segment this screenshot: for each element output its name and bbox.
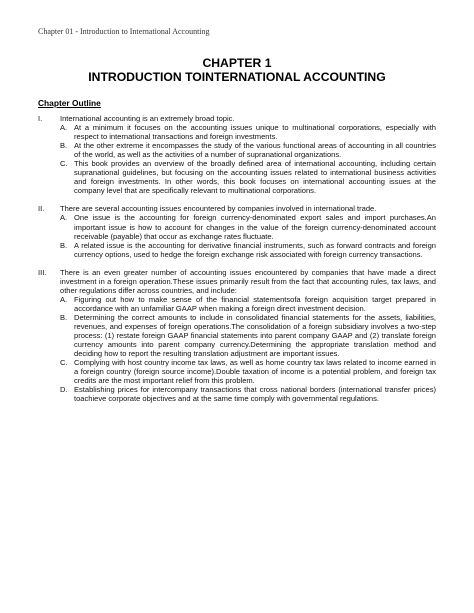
item-text: Establishing prices for intercompany transactions that cross national borders (international transfer prices) toachieve corporate objectives and at the same time comply with governmental regulations. [74,385,436,404]
section-numeral: I. [38,114,43,123]
outline-item [60,358,436,385]
outline-item [60,385,436,403]
section-numeral: III. [38,267,47,277]
outline-item [60,313,436,358]
section-text: International accounting is an extremely broad topic. [60,114,235,123]
item-letter: B. [60,141,68,151]
outline-item [60,123,436,141]
item-text: At a minimum it focuses on the accounting issues unique to multinational corporations, especially with respect to international transactions and foreign investments. [74,123,436,142]
chapter-outline-heading: Chapter Outline [38,98,101,108]
item-text: Figuring out how to make sense of the financial statementsofa foreign acquisition target prepared in accordance with an unfamiliar GAAP when making a foreign direct investment decision. [74,294,436,313]
outline-item [60,159,436,195]
item-text: This book provides an overview of the broadly defined area of international accounting, including certain supranational guidelines, but focusing on the accounting issues related to international business activities and foreign investments. In other words, this book focuses on international accounting issues at the company level that are specifically relevant to multinational corporations. [74,159,436,196]
outline-section-2 [38,204,436,258]
section-text: There are several accounting issues encountered by companies involved in international trade. [60,204,377,214]
item-text: Determining the correct amounts to include in consolidated financial statements for the assets, liabilities, revenues, and expenses of foreign operations.The consolidation of a foreign subsidiary involves a two-step process: (1) restate foreign GAAP financial statements into parent company GAAP and (2) translate foreign currency amounts into parent company currency.Determining the appropriate translation method and deciding how to report the resulting translation adjustment are important issues. [74,312,436,359]
outline-item [60,141,436,159]
chapter-outline [38,114,436,403]
chapter-title-block [0,56,474,84]
section-text: There is an even greater number of accounting issues encountered by companies that have made a direct investment in a foreign operation.These issues primarily result from the fact that accounting rules, tax laws, and other regulations differ across countries, and include: [60,267,436,295]
item-letter: D. [60,385,68,395]
chapter-number: CHAPTER 1 [202,56,272,70]
outline-item [60,213,436,240]
item-letter: C. [60,159,68,169]
item-letter: B. [60,240,68,250]
chapter-title: INTRODUCTION TOINTERNATIONAL ACCOUNTING [88,70,386,84]
item-text: A related issue is the accounting for derivative financial instruments, such as forward contracts and foreign currency options, used to hedge the foreign exchange risk associated with foreign currency transactions. [74,240,436,259]
running-header: Chapter 01 - Introduction to International Accounting [38,27,210,36]
outline-section-1 [38,114,436,195]
item-text: Complying with host country income tax laws, as well as home country tax laws related to income earned in a foreign country (foreign source income).Double taxation of income is a potential problem, and foreign tax credits are the most important relief from this problem. [74,358,436,386]
item-letter: B. [60,312,68,322]
outline-item [60,295,436,313]
item-letter: A. [60,123,68,133]
item-letter: A. [60,294,68,304]
item-text: At the other extreme it encompasses the study of the various functional areas of accounting in all countries of the world, as well as the activities of a number of supranational organizations. [74,141,436,160]
item-letter: A. [60,213,68,223]
outline-item [60,241,436,259]
outline-section-3 [38,268,436,404]
item-letter: C. [60,358,68,368]
item-text: One issue is the accounting for foreign currency-denominated export sales and import purchases.An important issue is how to account for changes in the value of the foreign currency-denominated account receivable (payable) that occur as exchange rates fluctuate. [74,213,436,241]
section-numeral: II. [38,204,45,214]
